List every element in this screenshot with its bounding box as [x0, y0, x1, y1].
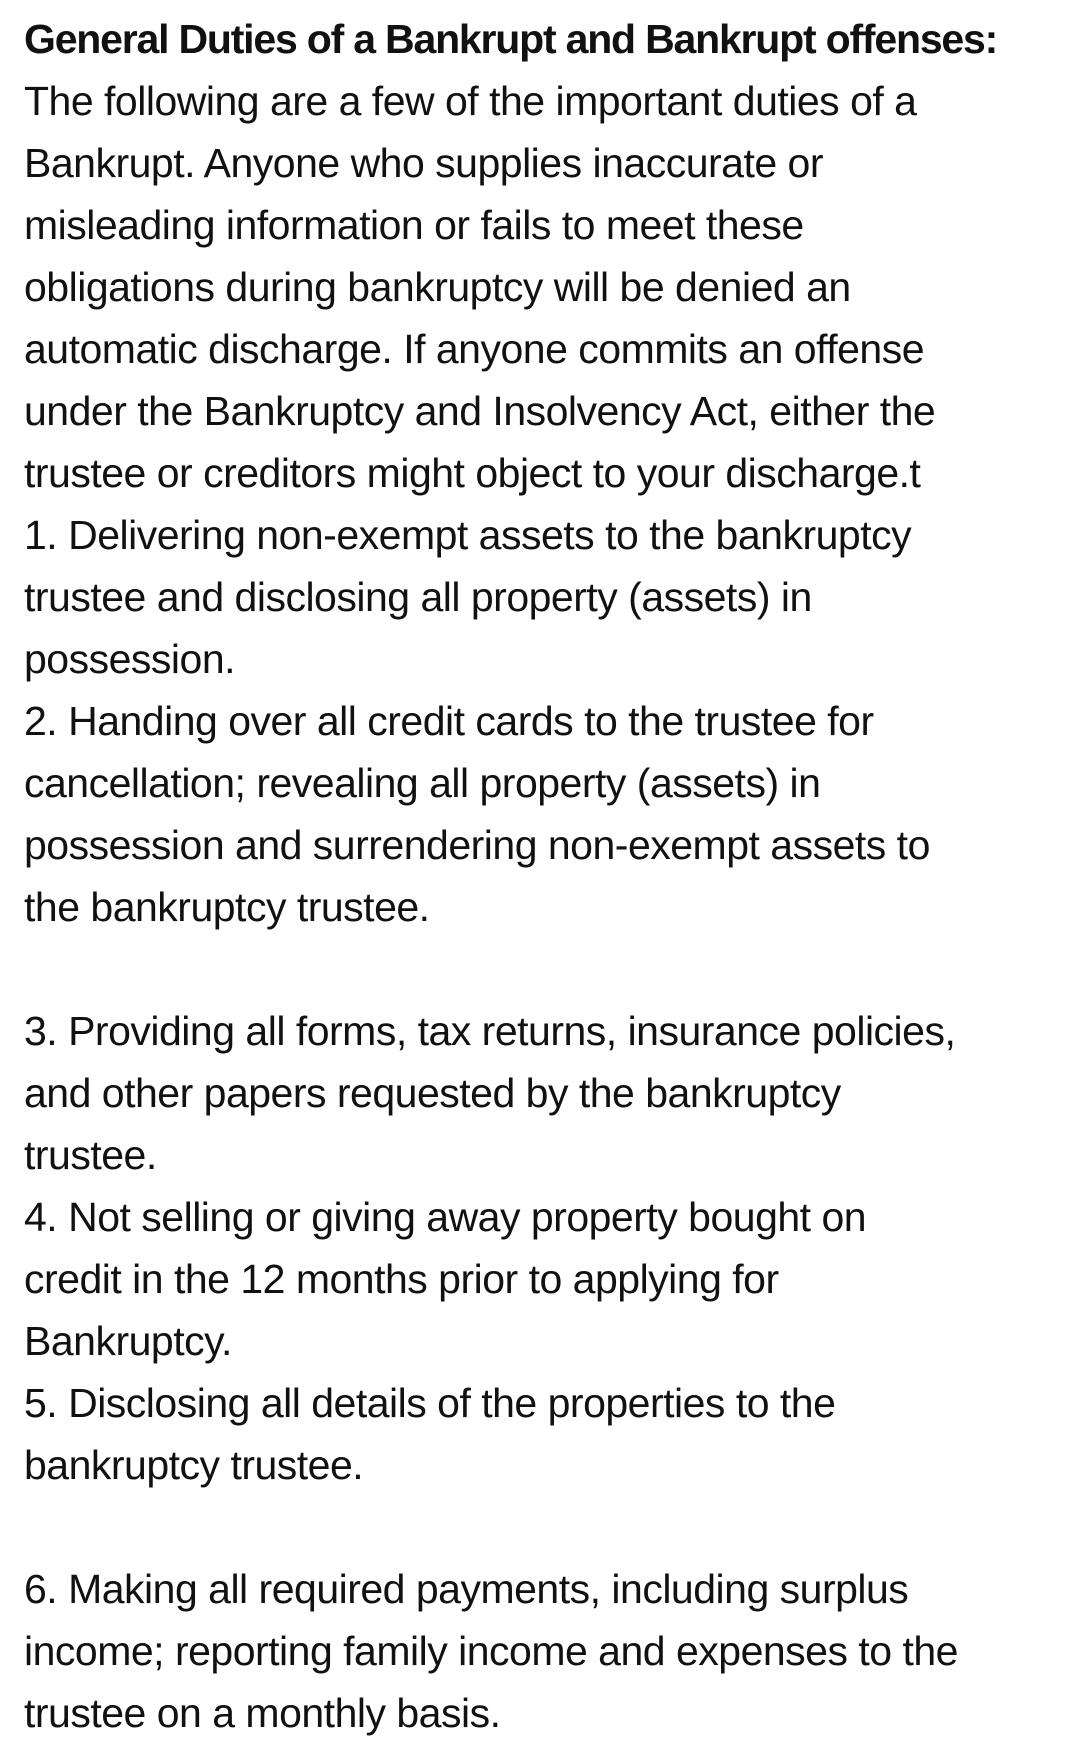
duty-line: Bankruptcy.: [24, 1318, 232, 1364]
document-body: [24, 8, 1064, 1744]
duty-item-1: [24, 504, 1064, 690]
duty-line: trustee and disclosing all property (assets) in: [24, 574, 812, 620]
document-title: General Duties of a Bankrupt and Bankrupt offenses:: [24, 16, 998, 62]
duty-line: credit in the 12 months prior to applying for: [24, 1256, 779, 1302]
duty-line: cancellation; revealing all property (assets) in: [24, 760, 821, 806]
duty-line: 2. Handing over all credit cards to the trustee for: [24, 698, 874, 744]
duty-item-4: [24, 1186, 1064, 1372]
intro-line: Bankrupt. Anyone who supplies inaccurate or: [24, 140, 824, 186]
duty-line: trustee on a monthly basis.: [24, 1690, 501, 1736]
duty-line: possession and surrendering non-exempt assets to: [24, 822, 930, 868]
duty-item-6: [24, 1558, 1064, 1744]
duty-line: 5. Disclosing all details of the properties to the: [24, 1380, 836, 1426]
duty-item-2: [24, 690, 1064, 938]
duty-line: 4. Not selling or giving away property bought on: [24, 1194, 867, 1240]
duty-line: and other papers requested by the bankruptcy: [24, 1070, 841, 1116]
duty-line: 3. Providing all forms, tax returns, insurance policies,: [24, 1008, 956, 1054]
intro-line: automatic discharge. If anyone commits an offense: [24, 326, 925, 372]
intro-line: under the Bankruptcy and Insolvency Act, either the: [24, 388, 936, 434]
duty-line: possession.: [24, 636, 236, 682]
duty-line: income; reporting family income and expenses to the: [24, 1628, 958, 1674]
duty-line: 6. Making all required payments, including surplus: [24, 1566, 909, 1612]
intro-line: obligations during bankruptcy will be denied an: [24, 264, 851, 310]
paragraph-spacer: [24, 938, 1064, 1000]
paragraph-spacer: [24, 1496, 1064, 1558]
intro-line: trustee or creditors might object to your discharge.t: [24, 450, 921, 496]
intro-line: The following are a few of the important duties of a: [24, 78, 917, 124]
duty-line: trustee.: [24, 1132, 157, 1178]
duty-item-3: [24, 1000, 1064, 1186]
duty-line: the bankruptcy trustee.: [24, 884, 430, 930]
duty-line: 1. Delivering non-exempt assets to the bankruptcy: [24, 512, 912, 558]
duty-line: bankruptcy trustee.: [24, 1442, 364, 1488]
intro-line: misleading information or fails to meet these: [24, 202, 804, 248]
intro-paragraph: [24, 70, 1064, 504]
duty-item-5: [24, 1372, 1064, 1496]
